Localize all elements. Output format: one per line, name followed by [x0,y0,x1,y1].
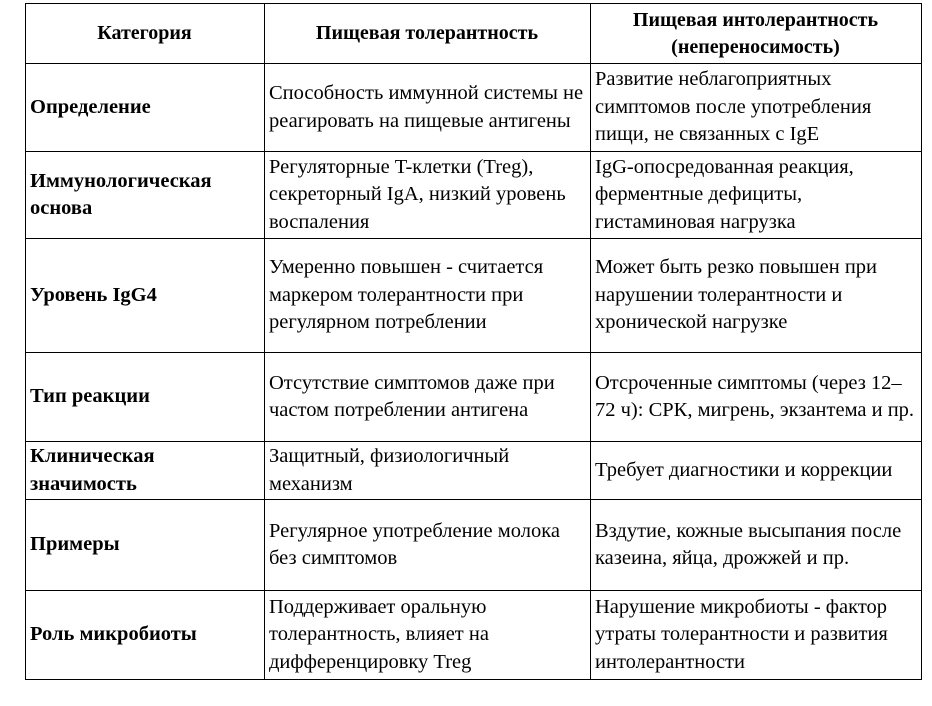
row-intolerance: Требует диагностики и коррекции [591,442,922,500]
row-category: Примеры [26,500,265,591]
row-intolerance: Может быть резко повышен при нарушении толерантности и хронической нагрузке [591,239,922,353]
row-tolerance: Регулярное употребление молока без симптомов [265,500,591,591]
row-category: Клиническая значимость [26,442,265,500]
row-intolerance: Вздутие, кожные высыпания после казеина, яйца, дрожжей и пр. [591,500,922,591]
row-tolerance: Отсутствие симптомов даже при частом потреблении антигена [265,353,591,442]
table-row [26,239,922,353]
comparison-table [25,3,922,680]
row-tolerance: Регуляторные T-клетки (Treg), секреторный IgA, низкий уровень воспаления [265,152,591,239]
row-tolerance: Поддерживает оральную толерантность, влияет на дифференцировку Treg [265,591,591,680]
row-intolerance: IgG-опосредованная реакция, ферментные дефициты, гистаминовая нагрузка [591,152,922,239]
row-intolerance: Развитие неблагоприятных симптомов после употребления пищи, не связанных с IgE [591,64,922,152]
table-row [26,500,922,591]
row-intolerance: Отсроченные симптомы (через 12–72 ч): СРК, мигрень, экзантема и пр. [591,353,922,442]
row-tolerance: Способность иммунной системы не реагировать на пищевые антигены [265,64,591,152]
table-row [26,442,922,500]
row-category: Роль микробиоты [26,591,265,680]
row-tolerance: Защитный, физиологичный механизм [265,442,591,500]
table-row [26,64,922,152]
header-category: Категория [26,4,265,64]
row-category: Тип реакции [26,353,265,442]
row-intolerance: Нарушение микробиоты - фактор утраты толерантности и развития интолерантности [591,591,922,680]
row-category: Иммунологическая основа [26,152,265,239]
table-row [26,353,922,442]
table-row [26,591,922,680]
row-category: Уровень IgG4 [26,239,265,353]
table-row [26,152,922,239]
header-intolerance: Пищевая интолерантность (непереносимость) [591,4,922,64]
header-tolerance: Пищевая толерантность [265,4,591,64]
row-tolerance: Умеренно повышен - считается маркером толерантности при регулярном потреблении [265,239,591,353]
table-header-row [26,4,922,64]
row-category: Определение [26,64,265,152]
